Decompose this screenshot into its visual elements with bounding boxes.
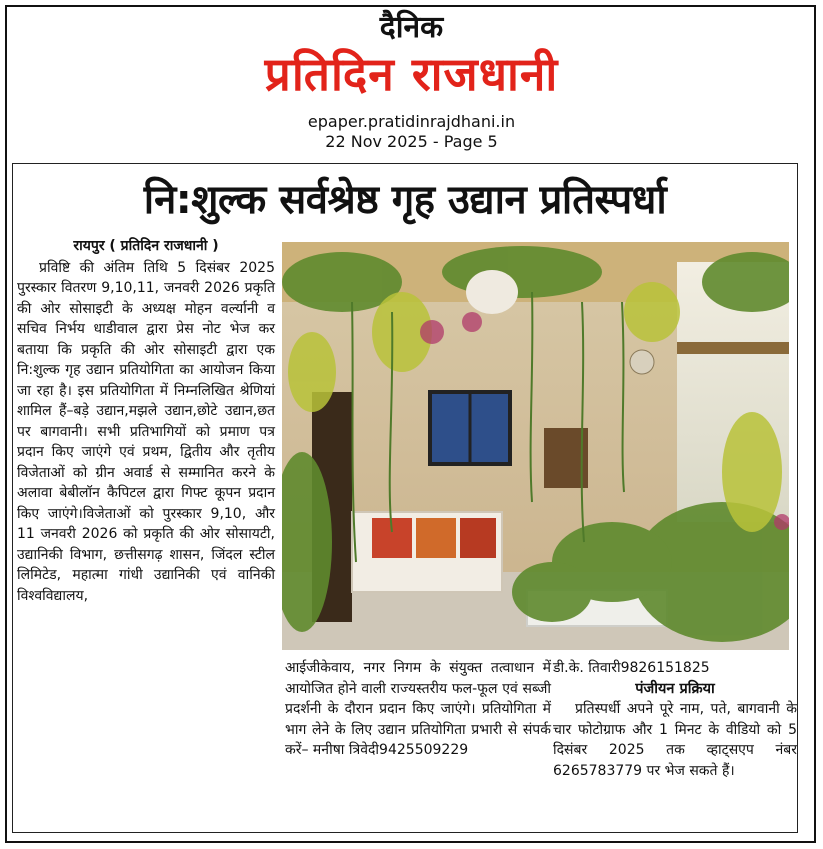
contact-line: डी.के. तिवारी9826151825 bbox=[553, 660, 710, 676]
body-text-col1: प्रविष्टि की अंतिम तिथि 5 दिसंबर 2025 पुरस्कार वितरण 9,10,11, जनवरी 2026 प्रकृति की ओर सोसाइटी के अध्यक्ष मोहन वर्ल्यानी व सचिव निर्भय धाडीवाल द्वारा प्रेस नोट भेज कर बताया कि प्रकृति की ओर सोसाइटी द्वारा एक नि:शुल्क गृह उद्यान प्रतियोगिता का आयोजन किया जा रहा है। इस प्रतियोगिता में निम्नलिखित श्रेणियां शामिल हैं–बड़े उद्यान,मझले उद्यान,छोटे उद्यान,छत पर बागवानी। सभी प्रतिभागियों को प्रमाण पत्र प्रदान किए जाएंगे एवं प्रथम, द्वितीय और तृतीय विजेताओं को ग्रीन अवार्ड से सम्मानित करने के अलावा बेबीलॉन कैपिटल द्वारा गिफ्ट कूपन प्रदान किए जाएंगे।विजेताओं को पुरस्कार 9,10, और 11 जनवरी 2026 को प्रकृति की ओर सोसायटी, उद्यानिकी विभाग, छत्तीसगढ़ शासन, जिंदल स्टील लिमिटेड, महात्मा गांधी उद्यानिकी एवं वानिकी विश्वविद्यालय, bbox=[17, 259, 275, 604]
dateline: रायपुर ( प्रतिदिन राजधानी ) bbox=[73, 238, 219, 254]
site-url[interactable]: epaper.pratidinrajdhani.in bbox=[307, 112, 516, 131]
registration-subhead: पंजीयन प्रक्रिया bbox=[635, 680, 715, 697]
column-2 bbox=[285, 658, 551, 761]
masthead-title: प्रतिदिन राजधानी bbox=[264, 47, 559, 101]
masthead-top: दैनिक bbox=[379, 10, 444, 45]
garden-photo bbox=[282, 242, 789, 650]
garden-photo-image bbox=[282, 242, 789, 650]
body-text-col2: आईजीकेवाय, नगर निगम के संयुक्त तत्वाधान में आयोजित होने वाली राज्यस्तरीय फल-फूल एवं सब्जी प्रदर्शनी के दौरान प्रदान किए जाएंगे। प्रतियोगिता में भाग लेने के लिए उद्यान प्रतियोगिता प्रभारी से संपर्क करें– मनीषा त्रिवेदी9425509229 bbox=[285, 660, 551, 758]
column-1 bbox=[17, 236, 275, 606]
article-box bbox=[12, 163, 798, 833]
issue-date: 22 Nov 2025 - Page 5 bbox=[325, 132, 498, 151]
body-text-col3: प्रतिस्पर्धी अपने पूरे नाम, पते, बागवानी के चार फोटोग्राफ और 1 मिनट के वीडियो को 5 दिसंबर 2025 तक व्हाट्सएप नंबर 6265783779 पर भेज सकते हैं। bbox=[553, 701, 797, 779]
column-3 bbox=[553, 658, 797, 781]
headline: नि:शुल्क सर्वश्रेष्ठ गृह उद्यान प्रतिस्पर्धा bbox=[143, 177, 667, 223]
